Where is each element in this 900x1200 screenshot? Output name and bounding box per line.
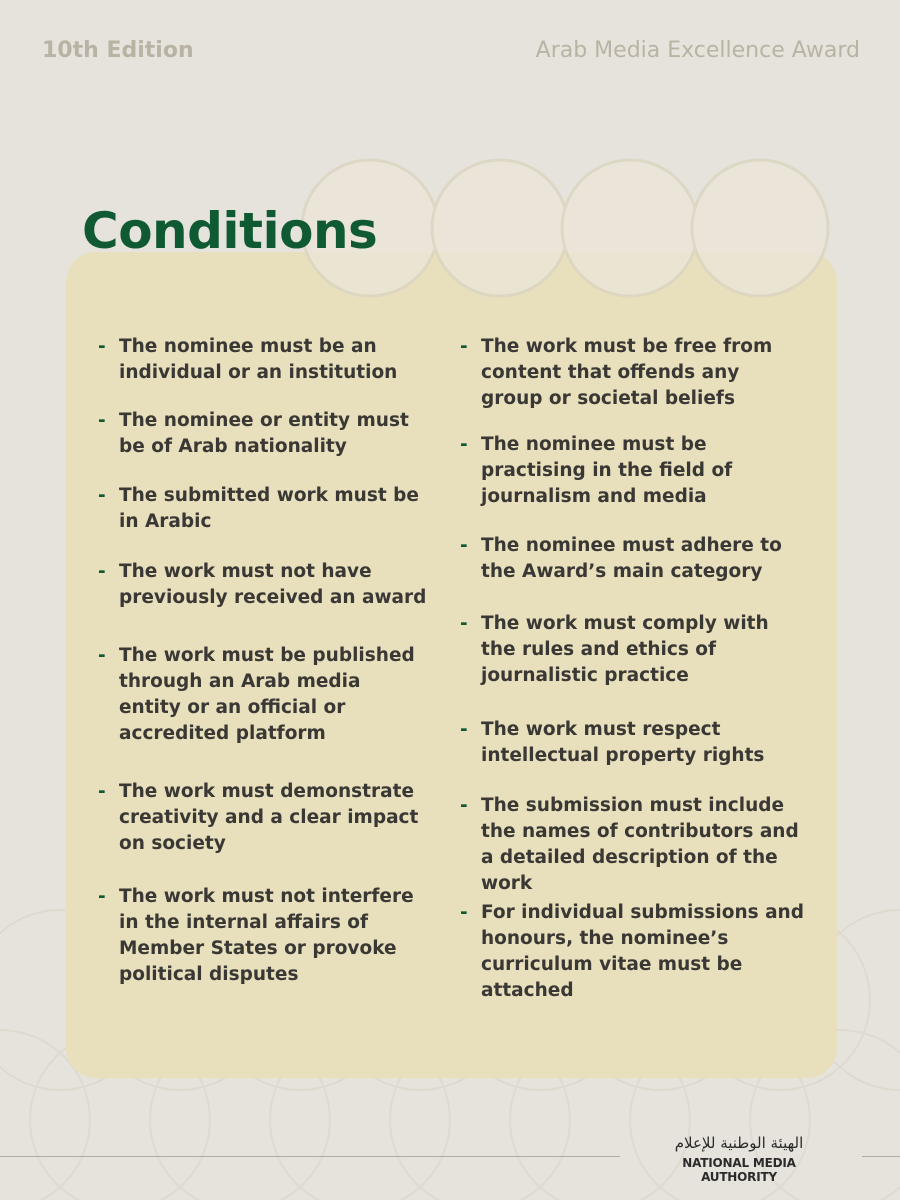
list-item xyxy=(460,533,805,585)
bullet-dash: - xyxy=(98,645,106,666)
bullet-dash: - xyxy=(98,336,106,357)
bullet-dash: - xyxy=(98,781,106,802)
list-item xyxy=(460,432,805,510)
condition-text: For individual submissions and honours, the nominee’s curriculum vitae must be attached xyxy=(481,902,804,1001)
list-item xyxy=(98,559,428,611)
bullet-dash: - xyxy=(98,561,106,582)
logo-english-wordmark: NATIONAL MEDIA AUTHORITY xyxy=(682,1156,796,1184)
condition-text: The work must not interfere in the internal affairs of Member States or provoke political disputes xyxy=(119,886,414,985)
page-title: Conditions xyxy=(82,202,378,260)
list-item xyxy=(98,779,428,857)
bullet-dash: - xyxy=(460,336,468,357)
list-item xyxy=(460,900,805,1004)
bullet-dash: - xyxy=(460,434,468,455)
condition-text: The nominee must be practising in the field of journalism and media xyxy=(481,434,733,507)
condition-text: The work must demonstrate creativity and a clear impact on society xyxy=(119,781,419,854)
list-item xyxy=(98,884,428,988)
condition-text: The work must be free from content that offends any group or societal beliefs xyxy=(481,336,773,409)
footer-divider-left xyxy=(0,1156,620,1157)
condition-text: The work must be published through an Arab media entity or an official or accredited platform xyxy=(119,645,415,744)
condition-text: The nominee must be an individual or an institution xyxy=(119,336,398,383)
bullet-dash: - xyxy=(98,485,106,506)
condition-text: The submission must include the names of contributors and a detailed description of the work xyxy=(481,795,799,894)
bullet-dash: - xyxy=(460,795,468,816)
list-item xyxy=(460,611,805,689)
bullet-dash: - xyxy=(98,410,106,431)
condition-text: The work must comply with the rules and ethics of journalistic practice xyxy=(481,613,769,686)
bullet-dash: - xyxy=(98,886,106,907)
condition-text: The work must not have previously received an award xyxy=(119,561,427,608)
condition-text: The nominee must adhere to the Award’s main category xyxy=(481,535,782,582)
list-item xyxy=(460,717,805,769)
bullet-dash: - xyxy=(460,613,468,634)
bullet-dash: - xyxy=(460,719,468,740)
condition-text: The work must respect intellectual property rights xyxy=(481,719,765,766)
edition-label: 10th Edition xyxy=(42,38,194,63)
footer-divider-right xyxy=(862,1156,900,1157)
logo-arabic-wordmark: الهيئة الوطنية للإعلام xyxy=(674,1134,804,1152)
list-item xyxy=(98,334,428,386)
condition-text: The nominee or entity must be of Arab nationality xyxy=(119,410,409,457)
condition-text: The submitted work must be in Arabic xyxy=(119,485,419,532)
award-name: Arab Media Excellence Award xyxy=(535,38,860,63)
list-item xyxy=(460,793,805,897)
bullet-dash: - xyxy=(460,535,468,556)
list-item xyxy=(98,483,428,535)
list-item xyxy=(98,408,428,460)
list-item xyxy=(98,643,428,747)
bullet-dash: - xyxy=(460,902,468,923)
list-item xyxy=(460,334,805,412)
